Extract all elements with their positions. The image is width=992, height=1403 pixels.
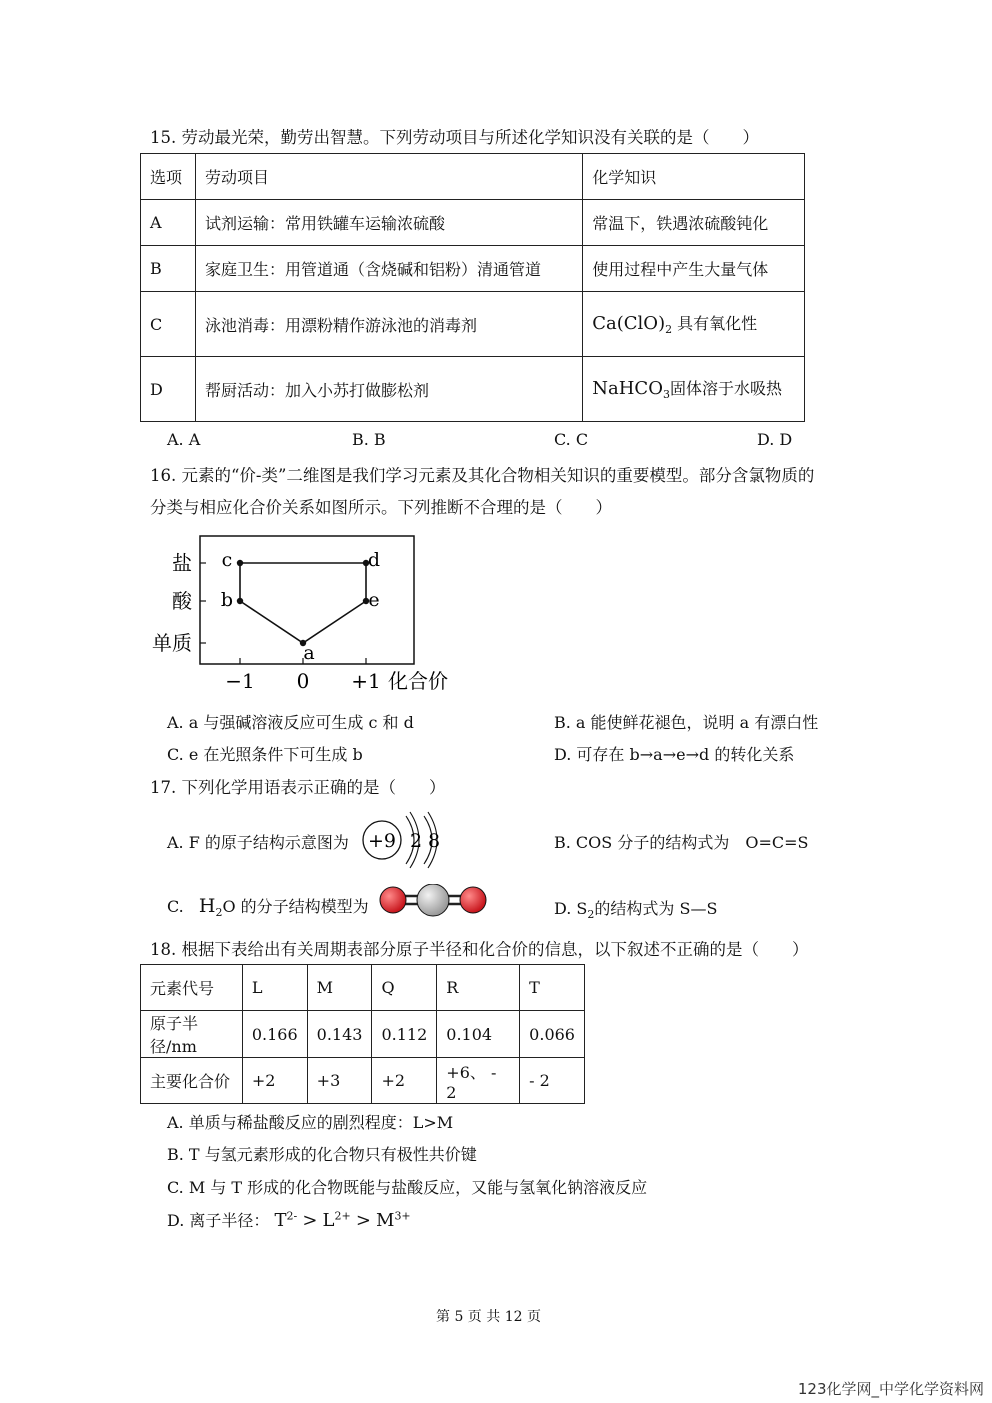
table-cell: M: [307, 965, 372, 1011]
choice-text: D. 离子半径：: [167, 1211, 270, 1230]
oxygen-atom: [380, 887, 406, 913]
valence-class-chart: [140, 528, 470, 698]
ion-symbol: M: [376, 1210, 395, 1231]
x-axis-label: 化合价: [388, 669, 448, 693]
point-label-a: a: [303, 642, 315, 664]
q17-stem: 17. 下列化学用语表示正确的是（ ）: [150, 778, 446, 797]
ion-charge: 2+: [334, 1209, 351, 1223]
row-option: A: [141, 200, 196, 246]
carbon-atom: [417, 884, 449, 916]
choice-text: 的结构式为 S—S: [594, 899, 718, 918]
header-knowledge: 化学知识: [583, 154, 805, 200]
row-item: 泳池消毒：用漂粉精作游泳池的消毒剂: [195, 292, 582, 357]
header-option: 选项: [141, 154, 196, 200]
ion-symbol: L: [322, 1210, 335, 1231]
table-cell: +3: [307, 1058, 372, 1104]
table-cell: +6、 - 2: [437, 1058, 520, 1104]
watermark: 123化学网_中学化学资料网: [797, 1380, 984, 1398]
q18-choice-b: B. T 与氢元素形成的化合物只有极性共价键: [167, 1145, 477, 1164]
q18-choice-d: [167, 1208, 411, 1231]
y-category-label: 酸: [172, 589, 192, 613]
q18-table: [140, 964, 585, 1104]
q18-choice-c: C. M 与 T 形成的化合物既能与盐酸反应，又能与氢氧化钠溶液反应: [167, 1178, 648, 1197]
formula: NaHCO: [592, 378, 663, 400]
table-cell: 主要化合价: [141, 1058, 243, 1104]
shell-electrons-1: 2: [409, 830, 423, 852]
q16-choice-d: D. 可存在 b→a→e→d 的转化关系: [554, 745, 795, 764]
row-knowledge: [583, 357, 805, 422]
row-option: C: [141, 292, 196, 357]
point-label-e: e: [368, 589, 380, 611]
x-tick-label: −1: [225, 669, 255, 693]
choice-text: D. S: [554, 899, 588, 918]
table-header-row: [141, 154, 805, 200]
point-label-d: d: [367, 549, 381, 571]
q16-choice-a: A. a 与强碱溶液反应可生成 c 和 d: [167, 713, 414, 732]
q17-choice-c: [167, 894, 369, 919]
x-tick-label: 0: [296, 669, 310, 693]
q17-choice-d: [554, 896, 717, 921]
point-label-b: b: [220, 589, 234, 611]
q15-stem: 15. 劳动最光荣，勤劳出智慧。下列劳动项目与所述化学知识没有关联的是（ ）: [150, 128, 759, 147]
knowledge-text: 具有氧化性: [672, 314, 758, 334]
table-cell: +2: [242, 1058, 307, 1104]
x-tick-label: +1: [351, 669, 381, 693]
table-cell: 0.166: [242, 1011, 307, 1058]
series-line: [240, 563, 366, 643]
q16-stem-line1: 16. 元素的“价-类”二维图是我们学习元素及其化合物相关知识的重要模型。部分含氯物质的: [150, 466, 815, 485]
row-knowledge: [583, 292, 805, 357]
q15-table: [140, 153, 805, 422]
shell-electrons-2: 8: [427, 830, 441, 852]
greater-than: >: [302, 1210, 318, 1231]
row-option: D: [141, 357, 196, 422]
q15-choice-a: A. A: [167, 430, 201, 449]
formula: Ca(ClO): [592, 313, 666, 335]
oxygen-atom: [460, 887, 486, 913]
table-cell: T: [520, 965, 585, 1011]
q16-choice-b: B. a 能使鲜花褪色，说明 a 有漂白性: [554, 713, 819, 732]
nucleus-charge: +9: [367, 830, 397, 852]
table-cell: Q: [372, 965, 437, 1011]
formula-subscript: 2: [587, 908, 595, 922]
table-cell: L: [242, 965, 307, 1011]
table-cell: 0.143: [307, 1011, 372, 1058]
y-category-label: 单质: [152, 631, 192, 655]
molecule-model: [377, 884, 489, 918]
choice-text: O 的分子结构模型为: [222, 897, 369, 916]
row-item: 家庭卫生：用管道通（含烧碱和铝粉）清通管道: [195, 246, 582, 292]
point-label-c: c: [221, 549, 233, 571]
q17-choice-b: B. COS 分子的结构式为 O=C=S: [554, 833, 809, 852]
row-knowledge: 使用过程中产生大量气体: [583, 246, 805, 292]
choice-label: C.: [167, 897, 184, 916]
greater-than: >: [355, 1210, 371, 1231]
table-cell: 0.066: [520, 1011, 585, 1058]
table-row: [141, 1058, 585, 1104]
formula-subscript: 2: [665, 323, 673, 337]
table-row: [141, 292, 805, 357]
row-option: B: [141, 246, 196, 292]
table-row: [141, 965, 585, 1011]
table-row: [141, 246, 805, 292]
point-b: [237, 598, 243, 604]
table-cell: 原子半径/nm: [141, 1011, 243, 1058]
table-cell: 0.104: [437, 1011, 520, 1058]
table-cell: 元素代号: [141, 965, 243, 1011]
q16-stem-line2: 分类与相应化合价关系如图所示。下列推断不合理的是（ ）: [150, 498, 612, 517]
formula: H: [198, 895, 216, 917]
ion-charge: 3+: [394, 1209, 411, 1223]
q15-choice-c: C. C: [554, 430, 589, 449]
y-category-label: 盐: [172, 551, 192, 575]
table-cell: 0.112: [372, 1011, 437, 1058]
q18-choice-a: A. 单质与稀盐酸反应的剧烈程度：L>M: [167, 1113, 454, 1132]
row-item: 试剂运输：常用铁罐车运输浓硫酸: [195, 200, 582, 246]
q17-choice-a: A. F 的原子结构示意图为: [167, 833, 349, 852]
q15-choice-b: B. B: [352, 430, 386, 449]
ion-charge: 2-: [286, 1209, 298, 1223]
table-cell: R: [437, 965, 520, 1011]
table-row: [141, 200, 805, 246]
row-item: 帮厨活动：加入小苏打做膨松剂: [195, 357, 582, 422]
formula-subscript: 2: [215, 906, 223, 920]
table-cell: +2: [372, 1058, 437, 1104]
header-item: 劳动项目: [195, 154, 582, 200]
point-c: [237, 560, 243, 566]
q18-stem: 18. 根据下表给出有关周期表部分原子半径和化合价的信息，以下叙述不正确的是（ ）: [150, 940, 809, 959]
row-knowledge: 常温下，铁遇浓硫酸钝化: [583, 200, 805, 246]
q15-choice-d: D. D: [757, 430, 793, 449]
ion-symbol: T: [274, 1210, 287, 1231]
page-number: 第 5 页 共 12 页: [436, 1309, 541, 1325]
fluorine-atom-diagram: [358, 806, 448, 872]
knowledge-text: 固体溶于水吸热: [669, 379, 782, 399]
table-row: [141, 357, 805, 422]
formula-subscript: 3: [662, 388, 670, 402]
table-cell: - 2: [520, 1058, 585, 1104]
q16-choice-c: C. e 在光照条件下可生成 b: [167, 745, 363, 764]
table-row: [141, 1011, 585, 1058]
